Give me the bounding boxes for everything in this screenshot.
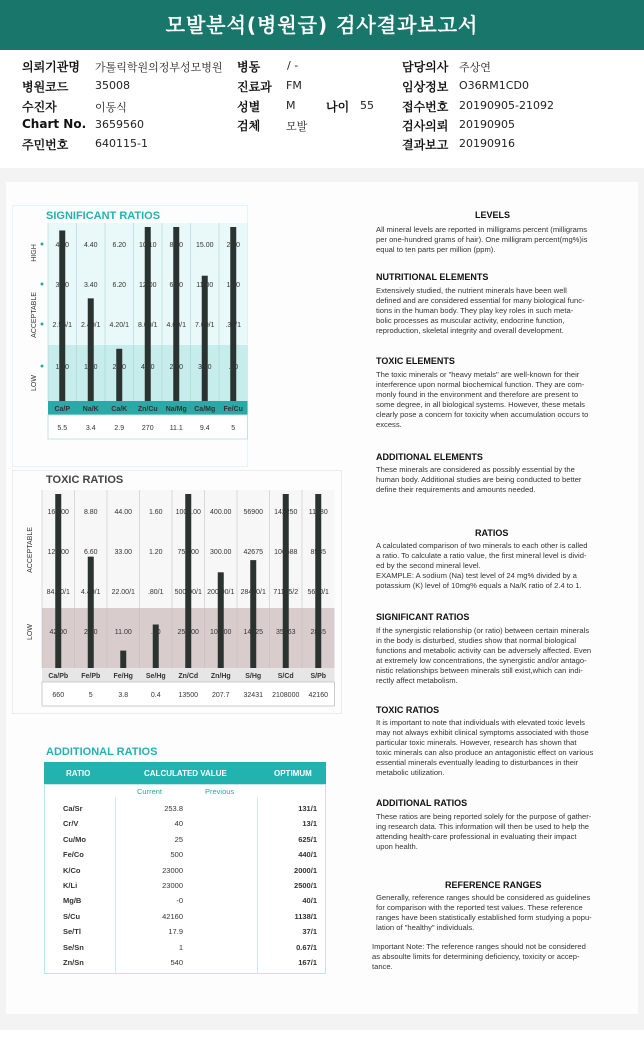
explanation-text-nutritional-elements xyxy=(376,286,585,336)
info-label-patient: 수진자 xyxy=(22,100,57,114)
explanation-heading-toxic-elements: TOXIC ELEMENTS xyxy=(376,356,455,366)
significant-value-ca-k: 2.9 xyxy=(114,425,125,432)
additional-ratio-name: Zn/Sn xyxy=(63,958,84,967)
significant-tick-zn-cu-0: 10.10 xyxy=(138,242,157,249)
significant-label-ca-p: Ca/P xyxy=(54,406,71,413)
explanation-text-additional-elements xyxy=(376,465,581,495)
info-label-age: 나이 xyxy=(326,100,350,114)
toxic-value-fe-hg: 3.8 xyxy=(118,692,129,699)
additional-optimum-value: 131/1 xyxy=(298,804,317,813)
toxic-tick-s-cd-1: 106688 xyxy=(274,549,298,556)
explanation-line: ing research data. This information will then be used to help the xyxy=(376,822,590,831)
toxic-tick-se-hg-1: 1.20 xyxy=(148,549,163,556)
additional-current-value: 1 xyxy=(178,942,183,952)
additional-current-value: -0 xyxy=(176,896,183,906)
explanation-line: human body. Additional studies are being conducted to better xyxy=(376,475,582,484)
toxic-zone-acceptable: ACCEPTABLE xyxy=(27,527,34,573)
significant-value-zn-cu: 270 xyxy=(141,425,154,432)
explanation-line: may not always exhibit clinical symptoms associated with those xyxy=(376,728,589,737)
explanation-line: ranges have been statistically established form studying a popu- xyxy=(376,913,592,922)
additional-ratio-name: K/Li xyxy=(63,881,78,890)
significant-zone-dot-1 xyxy=(41,283,44,286)
explanation-text-reference-ranges xyxy=(376,893,592,933)
explanation-line: per one-hundred grams of hair). One milligram percent(mg%)is xyxy=(376,235,588,244)
info-label-ward: 병동 xyxy=(237,60,261,74)
significant-tick-na-k-3: 1.40 xyxy=(83,364,98,371)
additional-current-value: 23000 xyxy=(162,881,183,890)
significant-label-na-mg: Na/Mg xyxy=(165,406,187,413)
toxic-ratios-chart xyxy=(12,470,342,714)
toxic-value-s-cd: 2108000 xyxy=(272,692,300,699)
explanation-line: at extremely low concentrations, the synergistic and/or antago- xyxy=(376,656,587,665)
info-label-report-date: 결과보고 xyxy=(402,138,449,152)
significant-tick-na-k-2: 2.40/1 xyxy=(81,322,101,329)
significant-value-na-mg: 11.1 xyxy=(169,425,183,432)
significant-tick-ca-k-1: 6.20 xyxy=(112,282,127,289)
additional-row xyxy=(45,909,325,924)
toxic-label-ca-pb: Ca/Pb xyxy=(48,673,69,680)
significant-tick-ca-mg-0: 15.00 xyxy=(195,242,214,249)
significant-tick-ca-k-2: 4.20/1 xyxy=(109,322,129,329)
toxic-tick-s-pb-1: 8535 xyxy=(310,549,327,556)
significant-tick-ca-mg-1: 11.00 xyxy=(196,282,214,289)
explanation-text-levels xyxy=(376,225,587,255)
explanation-text-additional-ratios xyxy=(376,812,591,852)
significant-tick-ca-mg-2: 7.00/1 xyxy=(195,322,215,329)
info-value-specimen: 모발 xyxy=(286,120,308,133)
significant-tick-na-mg-1: 6.00 xyxy=(169,282,184,289)
toxic-tick-fe-hg-0: 44.00 xyxy=(114,509,133,516)
important-note-line: as absoulte limits for determining deficiency, toxicity or accep- xyxy=(372,952,580,961)
additional-optimum-value: 625/1 xyxy=(298,834,317,844)
significant-tick-ca-p-3: 1.50 xyxy=(55,364,70,371)
additional-ratio-name: Se/Sn xyxy=(63,942,84,952)
toxic-value-s-pb: 42160 xyxy=(308,692,328,699)
explanation-heading-nutritional-elements: NUTRITIONAL ELEMENTS xyxy=(376,272,489,282)
toxic-tick-fe-pb-2: 4.40/1 xyxy=(81,589,101,596)
toxic-tick-s-cd-0: 142250 xyxy=(274,509,298,516)
additional-optimum-value: 13/1 xyxy=(302,819,317,829)
info-value-dept: FM xyxy=(286,79,302,92)
explanation-line: some degree, in all biological systems. However, these metals xyxy=(376,400,585,409)
toxic-bar-zn-hg xyxy=(218,572,224,668)
explanation-line: excess. xyxy=(376,420,402,429)
significant-label-ca-mg: Ca/Mg xyxy=(194,406,216,413)
toxic-bar-fe-pb xyxy=(88,557,94,668)
toxic-tick-fe-hg-3: 11.00 xyxy=(114,629,132,636)
additional-ratio-name: Ca/Sr xyxy=(63,804,83,813)
additional-optimum-value: 440/1 xyxy=(298,850,317,860)
info-value-clinical-info: O36RM1CD0 xyxy=(459,79,529,92)
info-label-specimen: 검체 xyxy=(237,119,261,133)
explanation-text-ratios xyxy=(376,541,587,591)
explanation-line: equal to ten parts per million (ppm). xyxy=(376,245,496,254)
significant-bar-na-k xyxy=(88,298,94,401)
toxic-tick-fe-pb-3: 2.20 xyxy=(83,629,98,636)
explanation-line: toxic minerals can also produce an antagonistic effect on various xyxy=(376,748,594,757)
info-label-chart-no: Chart No. xyxy=(22,117,87,131)
patient-info-panel xyxy=(0,50,644,156)
explanation-line: nistic relationships between minerals still exist,which can indi- xyxy=(376,666,583,675)
additional-optimum-value: 40/1 xyxy=(302,896,317,906)
additional-ratio-name: Se/Tl xyxy=(63,927,81,937)
report-title: 모발분석(병원급) 검사결과보고서 xyxy=(0,0,644,50)
significant-tick-ca-k-0: 6.20 xyxy=(112,242,127,249)
explanation-line: clearly pose a concern for toxicity when accumulation occurs to xyxy=(376,410,589,419)
explanation-line: attending health-care professional in evaluating their impact xyxy=(376,832,577,841)
info-label-request-date: 검사의뢰 xyxy=(402,119,449,133)
toxic-label-s-cd: S/Cd xyxy=(277,673,294,680)
explanation-line: monly found in the environment and therefore are present to xyxy=(376,390,579,399)
toxic-bar-zn-cd xyxy=(185,494,191,668)
explanation-line: for comparison with the reported test values. These reference xyxy=(376,903,583,912)
additional-row xyxy=(45,924,325,939)
explanation-line: ed by the second mineral level. xyxy=(376,561,481,570)
important-note xyxy=(372,942,586,972)
toxic-tick-s-cd-2: 71125/2 xyxy=(273,589,299,596)
additional-row xyxy=(45,832,325,847)
toxic-tick-zn-hg-0: 400.00 xyxy=(210,509,232,516)
significant-tick-ca-k-3: 2.20 xyxy=(112,364,127,371)
explanation-line: All mineral levels are reported in milligrams percent (milligrams xyxy=(376,225,588,234)
explanation-line: tions in the human body. They play key roles in such meta- xyxy=(376,306,574,315)
significant-label-na-k: Na/K xyxy=(82,406,99,413)
toxic-tick-ca-pb-2: 84.00/1 xyxy=(46,589,70,596)
toxic-bar-s-pb xyxy=(315,494,321,668)
explanation-line: potassium (K) level of 10mg% equals a Na/K ratio of 2.4 to 1. xyxy=(376,581,582,590)
additional-header-ratio: RATIO xyxy=(66,769,91,778)
explanation-line: define their requirements and amounts needed. xyxy=(376,485,536,494)
explanation-line: EXAMPLE: A sodium (Na) test level of 24 mg% divided by a xyxy=(376,571,577,580)
toxic-tick-zn-hg-1: 300.00 xyxy=(210,549,232,556)
info-value-institution: 가톨릭학원의정부성모병원 xyxy=(95,61,223,74)
explanation-heading-additional-elements: ADDITIONAL ELEMENTS xyxy=(376,452,483,462)
explanation-text-significant-ratios xyxy=(376,626,591,686)
toxic-bar-ca-pb xyxy=(55,494,61,668)
info-label-institution: 의뢰기관명 xyxy=(22,60,80,74)
explanation-line: particular toxic minerals. However, research has shown that xyxy=(376,738,577,747)
explanation-line: If the synergistic relationship (or ratio) between certain minerals xyxy=(376,626,590,635)
explanation-line: bolic processes as muscular activity, endocrine function, xyxy=(376,316,565,325)
explanation-line: A calculated comparison of two minerals to each other is called xyxy=(376,541,588,550)
significant-ratios-chart xyxy=(12,205,248,467)
toxic-tick-ca-pb-0: 168.00 xyxy=(47,509,69,516)
additional-row xyxy=(45,878,325,893)
significant-value-ca-mg: 9.4 xyxy=(199,425,210,432)
significant-label-zn-cu: Zn/Cu xyxy=(137,406,158,413)
toxic-tick-zn-cd-3: 250.00 xyxy=(177,629,199,636)
explanation-line: Generally, reference ranges should be considered as guidelines xyxy=(376,893,591,902)
toxic-tick-zn-hg-2: 200.00/1 xyxy=(207,589,235,596)
toxic-tick-s-hg-1: 42675 xyxy=(243,549,263,556)
info-value-sex: M xyxy=(286,99,296,112)
info-value-chart-no: 3659560 xyxy=(95,118,144,131)
info-value-hospital-code: 35008 xyxy=(95,79,130,92)
additional-row xyxy=(45,847,325,862)
explanation-line: It is important to note that individuals with elevated toxic levels xyxy=(376,718,585,727)
toxic-tick-zn-cd-0: 1000.00 xyxy=(175,509,201,516)
additional-ratios-title: ADDITIONAL RATIOS xyxy=(46,746,158,758)
additional-ratio-name: Cu/Mo xyxy=(63,834,86,844)
explanation-heading-levels: LEVELS xyxy=(475,210,511,220)
toxic-tick-s-cd-3: 35563 xyxy=(276,629,296,636)
explanation-line: Extensively studied, the nutrient minerals have been well xyxy=(376,286,567,295)
additional-ratio-name: Fe/Co xyxy=(63,850,84,860)
toxic-bar-s-hg xyxy=(250,560,256,668)
significant-bar-ca-mg xyxy=(202,276,208,401)
toxic-tick-zn-cd-1: 750.00 xyxy=(177,549,199,556)
info-label-doctor: 담당의사 xyxy=(402,60,449,74)
explanation-line: rectly affect metabolism. xyxy=(376,676,458,685)
toxic-tick-s-pb-2: 5690/1 xyxy=(307,589,329,596)
significant-zone-high: HIGH xyxy=(31,244,38,262)
toxic-value-se-hg: 0.4 xyxy=(150,692,161,699)
toxic-tick-s-hg-0: 56900 xyxy=(243,509,263,516)
explanation-line: functions and metabolic activity can be adversely affected. Even xyxy=(376,646,592,655)
significant-tick-na-mg-3: 2.00 xyxy=(169,364,184,371)
toxic-tick-s-hg-3: 14225 xyxy=(243,629,263,636)
additional-optimum-value: 167/1 xyxy=(298,958,317,967)
toxic-bar-s-cd xyxy=(283,494,289,668)
additional-row xyxy=(45,801,325,816)
significant-tick-zn-cu-1: 12.00 xyxy=(138,282,157,289)
info-label-dept: 진료과 xyxy=(237,80,272,94)
toxic-tick-se-hg-2: .80/1 xyxy=(147,589,164,596)
info-label-sex: 성별 xyxy=(237,100,261,114)
significant-tick-zn-cu-3: 4.00 xyxy=(140,364,155,371)
additional-current-value: 42160 xyxy=(162,911,183,921)
explanation-heading-toxic-ratios: TOXIC RATIOS xyxy=(376,705,440,715)
toxic-tick-se-hg-0: 1.60 xyxy=(148,509,163,516)
explanation-line: The toxic minerals or "heavy metals" are well-known for their xyxy=(376,370,580,379)
toxic-value-zn-cd: 13500 xyxy=(178,692,198,699)
toxic-bar-fe-hg xyxy=(120,651,126,668)
significant-zone-acceptable: ACCEPTABLE xyxy=(31,292,38,338)
significant-value-ca-p: 5.5 xyxy=(57,425,68,432)
toxic-tick-ca-pb-1: 126.00 xyxy=(47,549,69,556)
explanation-line: defined and are considered essential for many biological func- xyxy=(376,296,585,305)
additional-ratio-name: S/Cu xyxy=(63,911,81,921)
additional-ratio-name: K/Co xyxy=(63,865,81,875)
significant-zone-dot-0 xyxy=(41,243,44,246)
additional-row xyxy=(45,955,325,970)
explanation-line: These ratios are being reported solely for the purpose of gather- xyxy=(376,812,592,821)
significant-label-fe-cu: Fe/Cu xyxy=(223,406,243,413)
explanation-text-toxic-ratios xyxy=(376,718,593,778)
toxic-tick-fe-pb-0: 8.80 xyxy=(83,509,98,516)
info-value-report-date: 20190916 xyxy=(459,137,515,150)
significant-bar-ca-k xyxy=(116,349,122,401)
additional-ratios-header xyxy=(44,762,326,784)
important-note-line: tance. xyxy=(372,962,393,971)
significant-tick-na-k-1: 3.40 xyxy=(83,282,98,289)
significant-tick-na-mg-2: 4.00/1 xyxy=(166,322,186,329)
additional-optimum-value: 37/1 xyxy=(302,927,317,937)
additional-current-value: 25 xyxy=(174,834,183,844)
info-label-clinical-info: 임상정보 xyxy=(402,80,449,94)
info-value-accession-no: 20190905-21092 xyxy=(459,99,554,112)
explanation-line: a ratio. To calculate a ratio value, the first mineral level is divid- xyxy=(376,551,587,560)
explanation-line: These minerals are considered as possibly essential by the xyxy=(376,465,575,474)
important-note-line: Important Note: The reference ranges should not be considered xyxy=(372,942,586,951)
toxic-tick-fe-hg-2: 22.00/1 xyxy=(111,589,135,596)
toxic-label-s-hg: S/Hg xyxy=(245,673,262,680)
significant-tick-ca-p-2: 2.55/1 xyxy=(52,322,72,329)
additional-current-value: 500 xyxy=(170,850,183,860)
explanation-heading-significant-ratios: SIGNIFICANT RATIOS xyxy=(376,612,470,622)
toxic-ratios-title: TOXIC RATIOS xyxy=(46,474,124,486)
info-label-resident-no: 주민번호 xyxy=(22,138,69,152)
significant-zone-dot-2 xyxy=(41,323,44,326)
toxic-tick-fe-pb-1: 6.60 xyxy=(83,549,98,556)
significant-tick-zn-cu-2: 8.00/1 xyxy=(138,322,158,329)
significant-zone-dot-3 xyxy=(41,365,44,368)
additional-ratios-table xyxy=(44,784,326,974)
info-value-patient: 이동식 xyxy=(95,101,127,114)
additional-current-value: 40 xyxy=(174,819,183,829)
toxic-label-se-hg: Se/Hg xyxy=(145,673,166,680)
toxic-label-zn-hg: Zn/Hg xyxy=(210,673,231,680)
toxic-tick-zn-cd-2: 500.00/1 xyxy=(174,589,202,596)
explanation-line: reproduction, skeletal integrity and overall development. xyxy=(376,326,564,335)
toxic-value-fe-pb: 5 xyxy=(88,692,93,699)
additional-ratio-name: Mg/B xyxy=(63,896,82,906)
significant-tick-fe-cu-2: .30/1 xyxy=(225,322,242,329)
additional-optimum-value: 0.67/1 xyxy=(296,942,317,952)
additional-optimum-value: 2500/1 xyxy=(294,881,317,890)
additional-subheader-current: Current xyxy=(137,787,163,796)
significant-tick-na-k-0: 4.40 xyxy=(83,242,98,249)
significant-zone-low: LOW xyxy=(31,375,38,391)
explanation-line: metabolic utilization. xyxy=(376,768,445,777)
info-label-accession-no: 접수번호 xyxy=(402,100,449,114)
additional-row xyxy=(45,893,325,908)
explanation-line: interference upon normal biochemical function. They are com- xyxy=(376,380,585,389)
additional-row xyxy=(45,863,325,878)
additional-optimum-value: 1138/1 xyxy=(294,911,317,921)
info-value-ward: / - xyxy=(287,59,299,72)
toxic-tick-s-pb-0: 11380 xyxy=(308,509,328,516)
additional-current-value: 17.9 xyxy=(168,927,183,937)
significant-bar-zn-cu xyxy=(145,227,151,401)
toxic-value-ca-pb: 660 xyxy=(52,692,65,699)
significant-value-fe-cu: 5 xyxy=(231,425,236,432)
significant-ratios-title: SIGNIFICANT RATIOS xyxy=(46,210,161,222)
explanation-heading-additional-ratios: ADDITIONAL RATIOS xyxy=(376,798,468,808)
additional-current-value: 253.8 xyxy=(164,804,183,813)
toxic-value-s-hg: 32431 xyxy=(243,692,263,699)
additional-row xyxy=(45,940,325,955)
additional-ratio-name: Cr/V xyxy=(63,819,79,829)
info-value-resident-no: 640115-1 xyxy=(95,137,148,150)
explanation-heading-reference-ranges: REFERENCE RANGES xyxy=(445,880,542,890)
explanation-line: essential minerals eventually leading to disturbances in their xyxy=(376,758,579,767)
explanation-line: lation of "healthy" individuals. xyxy=(376,923,475,932)
info-label-hospital-code: 병원코드 xyxy=(22,80,69,94)
toxic-tick-s-hg-2: 28450/1 xyxy=(240,589,266,596)
toxic-tick-fe-hg-1: 33.00 xyxy=(114,549,133,556)
significant-tick-ca-mg-3: 3.00 xyxy=(197,364,212,371)
additional-header-optimum: OPTIMUM xyxy=(274,769,312,778)
significant-tick-ca-p-1: 3.00 xyxy=(55,282,70,289)
significant-value-na-k: 3.4 xyxy=(85,425,96,432)
significant-tick-na-mg-0: 8.00 xyxy=(169,242,184,249)
additional-current-value: 540 xyxy=(170,958,183,967)
additional-header-calculated: CALCULATED VALUE xyxy=(144,769,227,778)
toxic-tick-zn-hg-3: 100.00 xyxy=(210,629,232,636)
significant-label-ca-k: Ca/K xyxy=(111,406,128,413)
toxic-tick-ca-pb-3: 42.00 xyxy=(49,629,68,636)
explanation-heading-ratios: RATIOS xyxy=(475,528,509,538)
additional-row xyxy=(45,816,325,831)
significant-tick-fe-cu-3: .20 xyxy=(228,364,239,371)
additional-current-value: 23000 xyxy=(162,865,183,875)
additional-subheader-previous: Previous xyxy=(205,787,235,796)
info-value-age: 55 xyxy=(360,99,374,112)
additional-optimum-value: 2000/1 xyxy=(294,865,317,875)
significant-bar-na-mg xyxy=(173,227,179,401)
toxic-tick-se-hg-3: .40 xyxy=(150,629,161,636)
info-value-request-date: 20190905 xyxy=(459,118,515,131)
significant-tick-fe-cu-1: 1.80 xyxy=(226,282,241,289)
toxic-label-fe-pb: Fe/Pb xyxy=(81,673,101,680)
toxic-zone-low: LOW xyxy=(27,624,34,640)
info-value-doctor: 주상연 xyxy=(459,61,491,74)
toxic-value-zn-hg: 207.7 xyxy=(211,692,230,699)
toxic-label-zn-cd: Zn/Cd xyxy=(178,673,199,680)
explanation-line: upon health. xyxy=(376,842,418,851)
toxic-label-s-pb: S/Pb xyxy=(310,673,327,680)
significant-tick-fe-cu-0: 2.20 xyxy=(226,242,241,249)
toxic-label-fe-hg: Fe/Hg xyxy=(113,673,133,680)
toxic-tick-s-pb-3: 2845 xyxy=(310,629,327,636)
explanation-line: in the body is disturbed, studies show that normal biological xyxy=(376,636,577,645)
significant-tick-ca-p-0: 4.00 xyxy=(55,242,70,249)
significant-bar-ca-p xyxy=(59,230,65,401)
explanation-text-toxic-elements xyxy=(376,370,588,430)
